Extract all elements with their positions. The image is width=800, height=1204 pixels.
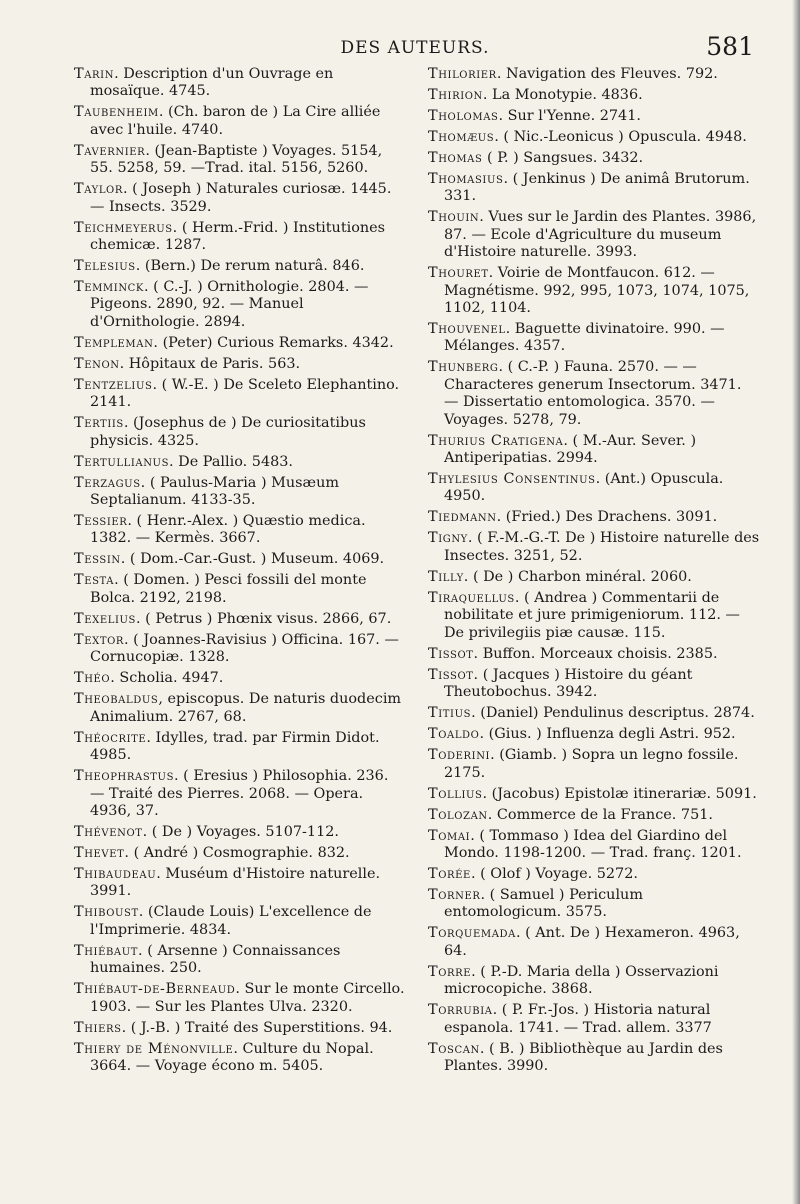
entry-text: . ( Olof ) Voyage. 5272. <box>470 865 638 882</box>
index-entry <box>74 845 406 862</box>
index-entry <box>74 981 406 1016</box>
index-entry <box>74 66 406 101</box>
running-title: DES AUTEURS. <box>340 38 490 58</box>
author-name: Toderini <box>428 747 491 764</box>
entry-text: . ( André ) Cosmographie. 832. <box>124 844 350 861</box>
index-entry <box>428 209 760 261</box>
author-name: Torrubia <box>428 1002 493 1019</box>
index-entry <box>428 646 760 663</box>
author-name: Tolozan <box>428 806 488 823</box>
entry-text: . Culture du Nopal. 3664. — Voyage écono m. 5405. <box>90 1040 374 1074</box>
entry-text: . Description d'un Ouvrage en mosaïque. 4745. <box>90 66 334 100</box>
entry-text: , episcopus. De naturis duodecim Animalium. 2767, 68. <box>90 691 402 725</box>
index-entry <box>428 925 760 960</box>
page-number: 581 <box>706 32 754 61</box>
entry-text: . Vues sur le Jardin des Plantes. 3986, 87. — Ecole d'Agriculture du museum d'Histoire naturelle. 3993. <box>444 209 757 261</box>
entry-text: . ( Eresius ) Philosophia. 236. — Traité des Pierres. 2068. — Opera. 4936, 37. <box>90 768 389 819</box>
author-name: Torée <box>428 865 471 882</box>
author-name: Thirion <box>428 87 483 103</box>
index-entry <box>74 1020 406 1037</box>
author-name: Tentzelius <box>74 376 153 393</box>
index-entry <box>428 1002 760 1037</box>
author-name: Thunberg <box>428 359 499 376</box>
entry-text: . ( C.-J. ) Ornithologie. 2804. — Pigeons. 2890, 92. — Manuel d'Ornithologie. 2894. <box>90 279 369 330</box>
author-name: Tiraquellus <box>428 589 515 606</box>
entry-text: . ( W.-E. ) De Sceleto Elephantino. 2141. <box>90 376 400 411</box>
entry-text: . ( Andrea ) Commentarii de nobilitate et jure primigeniorum. 112. — De privilegiis piæ causæ. 115. <box>444 589 740 641</box>
index-entry <box>428 887 760 922</box>
index-entry <box>428 321 760 356</box>
author-name: Thomæus <box>428 129 495 145</box>
author-name: Tessier <box>74 513 128 530</box>
entry-text: . Scholia. 4947. <box>110 670 224 687</box>
entry-text: . ( Nic.-Leonicus ) Opuscula. 4948. <box>494 129 747 145</box>
index-entry <box>74 454 406 471</box>
index-entry <box>74 572 406 607</box>
entry-text: . ( Jacques ) Histoire du géant Theutobochus. 3942. <box>444 666 693 701</box>
entry-text: . (Bern.) De rerum naturâ. 846. <box>135 258 365 275</box>
entry-text: . ( B. ) Bibliothèque au Jardin des Plantes. 3990. <box>444 1040 723 1074</box>
entry-text: . Sur l'Yenne. 2741. <box>498 108 641 124</box>
author-name: Thiébaut-de-Berneaud <box>74 981 236 998</box>
author-name: Theobaldus <box>74 691 159 708</box>
author-name: Torre <box>428 963 472 980</box>
entry-text: . Muséum d'Histoire naturelle. 3991. <box>90 865 381 900</box>
author-name: Temminck <box>74 279 144 296</box>
entry-text: . ( Paulus-Maria ) Musæum Septalianum. 4133-35. <box>90 474 339 509</box>
author-name: Tissot <box>428 666 474 683</box>
author-name: Thilorier <box>428 66 497 82</box>
author-name: Theophrastus <box>74 768 175 785</box>
entry-text: . ( Jenkinus ) De animâ Brutorum. 331. <box>444 171 750 205</box>
entry-text: . (Gius. ) Influenza degli Astri. 952. <box>479 726 736 743</box>
index-entry <box>74 143 406 178</box>
author-name: Terzagus <box>74 474 141 491</box>
entry-text: . Idylles, trad. par Firmin Didot. 4985. <box>90 729 380 764</box>
index-entry <box>74 632 406 667</box>
author-name: Thevet <box>74 844 125 861</box>
index-entry <box>74 475 406 510</box>
entry-text: . (Josephus de ) De curiositatibus physicis. 4325. <box>90 415 366 449</box>
author-name: Torquemada <box>428 925 516 942</box>
entry-text: . ( Tommaso ) Idea del Giardino del Mondo. 1198-1200. — Trad. franç. 1201. <box>444 827 742 861</box>
author-name: Textor <box>74 631 125 648</box>
entry-text: . (Giamb. ) Sopra un legno fossile. 2175. <box>444 747 739 781</box>
index-entry <box>428 66 760 83</box>
entry-text: . ( Domen. ) Pesci fossili del monte Bolca. 2192, 2198. <box>90 572 367 606</box>
author-name: Torner <box>428 886 481 903</box>
author-name: Titius <box>428 705 472 722</box>
index-entry <box>74 356 406 373</box>
author-name: Thylesius Consentinus <box>428 471 596 488</box>
index-entry <box>74 104 406 139</box>
entry-text: . ( M.-Aur. Sever. ) Antiperipatias. 2994. <box>444 432 697 467</box>
author-name: Tertiis <box>74 415 124 432</box>
entry-text: . (Fried.) Des Drachens. 3091. <box>496 509 718 526</box>
index-entry <box>74 513 406 548</box>
entry-text: ( P. ) Sangsues. 3432. <box>482 150 644 166</box>
index-entry <box>428 1041 760 1076</box>
entry-text: . ( P. Fr.-Jos. ) Historia natural espanola. 1741. — Trad. allem. 3377 <box>444 1002 712 1036</box>
index-entry <box>74 866 406 901</box>
author-name: Thiers <box>74 1019 122 1036</box>
index-entry <box>428 747 760 782</box>
entry-text: . (Ant.) Opuscula. 4950. <box>444 471 724 505</box>
author-name: Thiébaut <box>74 942 139 959</box>
index-entry <box>428 569 760 586</box>
index-entry <box>428 786 760 803</box>
index-entry <box>74 1041 406 1076</box>
entry-text: . ( Joseph ) Naturales curiosæ. 1445. — Insects. 3529. <box>90 181 392 215</box>
index-entry <box>74 611 406 628</box>
author-name: Teichmeyerus <box>74 219 173 236</box>
entry-text: . ( P.-D. Maria della ) Osservazioni microcopiche. 3868. <box>444 963 719 998</box>
index-entry <box>74 181 406 216</box>
author-name: Tessin <box>74 551 121 568</box>
index-entry <box>74 670 406 687</box>
entry-text: . ( Samuel ) Periculum entomologicum. 3575. <box>444 886 643 921</box>
author-name: Tigny <box>428 530 468 547</box>
entry-text: . ( Herm.-Frid. ) Institutiones chemicæ. 1287. <box>90 219 386 254</box>
index-entry <box>74 730 406 765</box>
index-entry <box>428 108 760 125</box>
index-entry <box>74 904 406 939</box>
entry-text: . ( Arsenne ) Connaissances humaines. 250. <box>90 942 341 977</box>
author-name: Tollius <box>428 785 483 802</box>
entry-text: . La Monotypie. 4836. <box>482 87 643 103</box>
index-entry <box>428 171 760 206</box>
index-entry <box>428 87 760 104</box>
author-name: Thiery de Ménonville <box>74 1040 234 1057</box>
entry-text: . ( Henr.-Alex. ) Quæstio medica. 1382. — Kermès. 3667. <box>90 513 366 547</box>
author-name: Thouin <box>428 209 480 226</box>
entry-text: . (Jean-Baptiste ) Voyages. 5154, 55. 5258, 59. —Trad. ital. 5156, 5260. <box>90 142 383 177</box>
author-name: Taubenheim <box>74 104 159 121</box>
author-name: Tavernier <box>74 142 146 159</box>
index-entry <box>428 705 760 722</box>
index-entry <box>74 415 406 450</box>
author-name: Tertullianus <box>74 453 170 470</box>
index-entry <box>428 667 760 702</box>
entry-text: . Baguette divinatoire. 990. — Mélanges. 4357. <box>444 321 725 355</box>
author-name: Théo <box>74 670 111 687</box>
author-name: Thévenot <box>74 823 143 840</box>
index-entry <box>74 768 406 820</box>
index-entry <box>74 377 406 412</box>
author-name: Thouvenel <box>428 321 506 338</box>
index-entry <box>428 129 760 146</box>
index-entry <box>428 433 760 468</box>
index-entry <box>428 828 760 863</box>
index-entry <box>428 866 760 883</box>
index-entry <box>74 279 406 331</box>
index-entry <box>74 335 406 352</box>
entry-text: . ( Dom.-Car.-Gust. ) Museum. 4069. <box>120 551 385 568</box>
index-entry <box>74 258 406 275</box>
author-name: Testa <box>74 572 115 589</box>
author-name: Thurius Cratigena <box>428 432 564 449</box>
entry-text: . Voirie de Montfaucon. 612. — Magnétisme. 992, 995, 1073, 1074, 1075, 1102, 1104. <box>444 265 750 317</box>
author-name: Templeman <box>74 334 154 351</box>
author-name: Tomai <box>428 827 471 844</box>
author-name: Texelius <box>74 610 136 627</box>
entry-text: . ( De ) Voyages. 5107-112. <box>142 823 339 840</box>
entry-text: . Buffon. Morceaux choisis. 2385. <box>473 645 718 662</box>
author-name: Toaldo <box>428 726 480 743</box>
author-name: Tiedmann <box>428 509 497 526</box>
author-name: Tenon <box>74 355 120 372</box>
author-name: Tilly <box>428 568 464 585</box>
author-name: Thibaudeau <box>74 865 157 882</box>
index-entry <box>428 509 760 526</box>
index-entry <box>428 590 760 642</box>
author-name: Toscan <box>428 1040 480 1057</box>
author-name: Telesius <box>74 258 136 275</box>
page-header <box>70 34 760 64</box>
index-entry <box>428 964 760 999</box>
entry-text: . (Claude Louis) L'excellence de l'Imprimerie. 4834. <box>90 904 372 938</box>
entry-text: . ( Joannes-Ravisius ) Officina. 167. — Cornucopiæ. 1328. <box>90 631 399 666</box>
index-entry <box>74 824 406 841</box>
entry-text: . Sur le monte Circello. 1903. — Sur les Plantes Ulva. 2320. <box>90 981 405 1015</box>
entry-text: . Navigation des Fleuves. 792. <box>496 66 718 82</box>
index-entry <box>428 359 760 429</box>
entry-text: . ( J.-B. ) Traité des Superstitions. 94. <box>121 1019 393 1036</box>
entry-text: . ( C.-P. ) Fauna. 2570. — — Characteres generum Insectorum. 3471. — Dissertatio entomologica. 3570. — Voyages. 5278, 79. <box>444 359 742 428</box>
index-entry <box>428 807 760 824</box>
entry-text: . Commerce de la France. 751. <box>487 806 713 823</box>
index-entry <box>74 551 406 568</box>
entry-text: . (Ch. baron de ) La Cire alliée avec l'huile. 4740. <box>90 104 381 138</box>
author-name: Thomas <box>428 150 483 166</box>
author-name: Théocrite <box>74 729 147 746</box>
entry-text: . ( F.-M.-G.-T. De ) Histoire naturelle des Insectes. 3251, 52. <box>444 530 760 564</box>
page-edge-shadow <box>792 0 800 1204</box>
entry-text: . ( Ant. De ) Hexameron. 4963, 64. <box>444 925 740 959</box>
index-entry <box>428 150 760 167</box>
entry-text: . ( Petrus ) Phœnix visus. 2866, 67. <box>136 610 392 627</box>
author-name: Taylor <box>74 181 123 198</box>
left-column <box>74 66 406 1079</box>
author-name: Tarin <box>74 66 115 82</box>
author-name: Thouret <box>428 265 489 282</box>
author-name: Tissot <box>428 645 474 662</box>
index-entry <box>74 220 406 255</box>
entry-text: . (Daniel) Pendulinus descriptus. 2874. <box>471 705 755 722</box>
entry-text: . De Pallio. 5483. <box>169 453 293 470</box>
author-name: Thomasius <box>428 171 504 187</box>
entry-text: . (Peter) Curious Remarks. 4342. <box>153 334 394 351</box>
index-entry <box>74 943 406 978</box>
entry-text: . ( De ) Charbon minéral. 2060. <box>463 568 692 585</box>
right-column <box>428 66 760 1079</box>
index-entry <box>74 691 406 726</box>
author-name: Thiboust <box>74 904 139 921</box>
index-entry <box>428 530 760 565</box>
entry-text: . (Jacobus) Epistolæ itinerariæ. 5091. <box>482 785 757 802</box>
index-entry <box>428 471 760 506</box>
index-entry <box>428 265 760 317</box>
author-name: Tholomas <box>428 108 499 124</box>
entry-text: . Hôpitaux de Paris. 563. <box>119 355 301 372</box>
index-entry <box>428 726 760 743</box>
